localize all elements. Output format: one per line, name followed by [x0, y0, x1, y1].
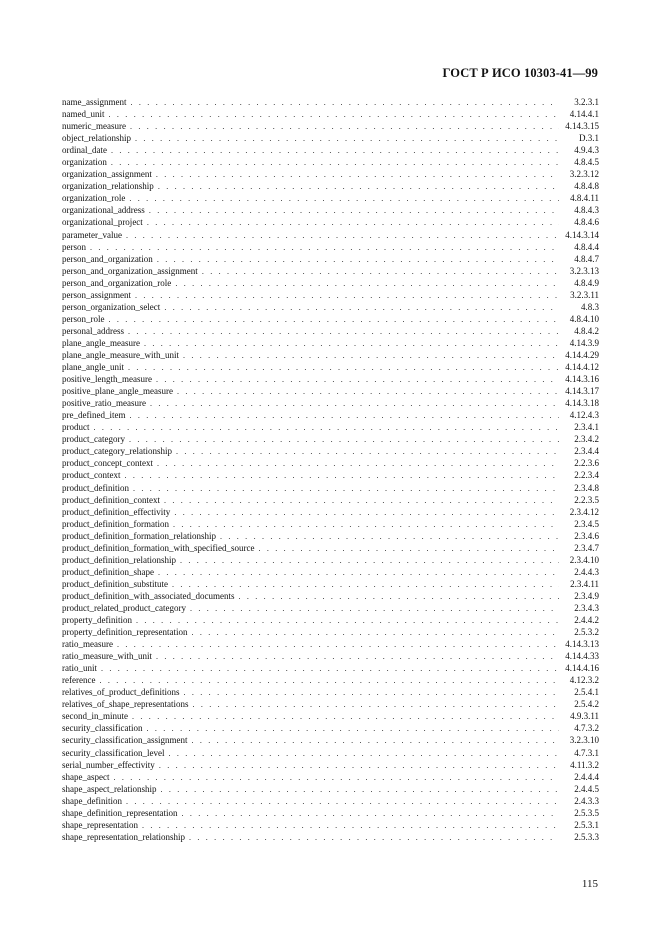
entry-reference: 4.8.4.10: [569, 313, 599, 324]
dot-leader: [238, 591, 559, 602]
entry-name: product_definition_shape: [62, 566, 154, 577]
dot-leader: [130, 121, 559, 132]
entry-reference: 4.14.3.13: [565, 639, 599, 650]
entry-name: person_and_organization_role: [62, 277, 172, 288]
entry-name: product_definition_formation: [62, 518, 169, 529]
index-entry: [62, 747, 599, 759]
entry-reference: 2.5.4.2: [574, 699, 599, 710]
entry-name: product_definition_with_associated_documents: [62, 590, 235, 601]
index-entry: [62, 578, 599, 590]
entry-name: reference: [62, 675, 96, 686]
entry-reference: 4.12.4.3: [569, 410, 599, 421]
entry-reference: 4.9.3.11: [570, 711, 599, 722]
entry-reference: 2.3.4.2: [574, 434, 599, 445]
entry-reference: 4.8.4.8: [574, 181, 599, 192]
entry-reference: 2.3.4.4: [574, 446, 599, 457]
index-entry: [62, 518, 599, 530]
dot-leader: [158, 181, 559, 192]
entry-reference: 3.2.3.11: [570, 289, 599, 300]
entry-name: product_definition_substitute: [62, 578, 168, 589]
index-entry: [62, 482, 599, 494]
index-entry: [62, 421, 599, 433]
entry-name: security_classification_level: [62, 747, 165, 758]
dot-leader: [124, 470, 559, 481]
index-entry: [62, 433, 599, 445]
entry-name: product_definition: [62, 482, 129, 493]
dot-leader: [173, 519, 559, 530]
dot-leader: [149, 205, 559, 216]
entry-reference: 2.4.4.5: [574, 783, 599, 794]
dot-leader: [176, 446, 559, 457]
entry-reference: 4.14.3.18: [565, 398, 599, 409]
entry-name: second_in_minute: [62, 711, 128, 722]
entry-name: positive_length_measure: [62, 374, 152, 385]
index-entry: [62, 469, 599, 481]
entry-name: product_concept_context: [62, 458, 153, 469]
index-entry: [62, 289, 599, 301]
entry-reference: 2.3.4.1: [574, 422, 599, 433]
entry-name: relatives_of_shape_representations: [62, 699, 189, 710]
entry-reference: 3.2.3.13: [569, 265, 599, 276]
index-entry: [62, 626, 599, 638]
dot-leader: [168, 748, 559, 759]
dot-leader: [135, 133, 559, 144]
dot-leader: [111, 145, 559, 156]
entry-reference: 4.12.3.2: [569, 675, 599, 686]
dot-leader: [157, 458, 559, 469]
dot-leader: [129, 193, 559, 204]
entry-reference: 2.3.4.10: [569, 554, 599, 565]
index-entry: [62, 108, 599, 120]
index-entry: [62, 156, 599, 168]
dot-leader: [99, 675, 559, 686]
index-entry: [62, 132, 599, 144]
entry-reference: 2.3.4.5: [574, 518, 599, 529]
index-entry: [62, 831, 599, 843]
index-entry: [62, 650, 599, 662]
dot-leader: [220, 531, 559, 542]
dot-leader: [132, 711, 559, 722]
dot-leader: [126, 230, 559, 241]
entry-reference: 4.8.4.9: [574, 277, 599, 288]
dot-leader: [128, 362, 559, 373]
dot-leader: [191, 735, 559, 746]
entry-name: organization_assignment: [62, 169, 152, 180]
index-entry: [62, 674, 599, 686]
dot-leader: [129, 410, 559, 421]
dot-leader: [109, 109, 560, 120]
dot-leader: [159, 760, 559, 771]
entry-reference: 4.14.3.9: [569, 337, 599, 348]
entry-name: shape_definition: [62, 795, 122, 806]
index-entry: [62, 337, 599, 349]
entry-reference: 4.14.4.12: [565, 362, 599, 373]
entry-name: ratio_measure_with_unit: [62, 651, 152, 662]
index-entry: [62, 168, 599, 180]
entry-reference: 4.14.4.16: [565, 663, 599, 674]
entry-name: serial_number_effectivity: [62, 759, 155, 770]
entry-name: ratio_unit: [62, 663, 97, 674]
entry-name: shape_aspect_relationship: [62, 783, 157, 794]
entry-reference: 4.11.3.2: [570, 759, 599, 770]
dot-leader: [164, 495, 559, 506]
entry-reference: 2.3.4.6: [574, 530, 599, 541]
entry-name: product_definition_context: [62, 494, 160, 505]
entry-name: organizational_address: [62, 205, 145, 216]
entry-reference: 2.4.4.4: [574, 771, 599, 782]
entry-name: product_context: [62, 470, 121, 481]
entry-reference: 2.3.4.7: [574, 542, 599, 553]
dot-leader: [135, 290, 559, 301]
entry-reference: 2.5.3.3: [574, 831, 599, 842]
entry-reference: 4.8.4.5: [574, 157, 599, 168]
index-list: [62, 96, 599, 843]
entry-name: organization: [62, 157, 107, 168]
entry-reference: 2.3.4.12: [569, 506, 599, 517]
entry-reference: 4.8.4.2: [574, 325, 599, 336]
dot-leader: [180, 555, 559, 566]
entry-name: product_definition_formation_with_specified_source: [62, 542, 255, 553]
entry-name: named_unit: [62, 109, 105, 120]
index-entry: [62, 180, 599, 192]
index-entry: [62, 373, 599, 385]
entry-reference: 2.5.4.1: [574, 687, 599, 698]
entry-reference: 4.14.3.17: [565, 386, 599, 397]
dot-leader: [158, 567, 559, 578]
entry-reference: 4.14.3.14: [565, 229, 599, 240]
entry-name: plane_angle_measure: [62, 337, 140, 348]
index-entry: [62, 566, 599, 578]
dot-leader: [181, 808, 559, 819]
index-entry: [62, 144, 599, 156]
index-entry: [62, 807, 599, 819]
dot-leader: [142, 820, 559, 831]
dot-leader: [144, 338, 559, 349]
entry-name: positive_plane_angle_measure: [62, 386, 173, 397]
entry-reference: 2.5.3.5: [574, 807, 599, 818]
dot-leader: [183, 350, 559, 361]
entry-reference: 4.7.3.2: [574, 723, 599, 734]
index-entry: [62, 301, 599, 313]
entry-name: numeric_measure: [62, 121, 126, 132]
entry-reference: 4.8.4.3: [574, 205, 599, 216]
entry-name: organizational_project: [62, 217, 143, 228]
index-entry: [62, 698, 599, 710]
dot-leader: [146, 723, 559, 734]
entry-reference: 4.14.3.15: [565, 121, 599, 132]
entry-name: person_and_organization: [62, 253, 153, 264]
index-entry: [62, 457, 599, 469]
index-entry: [62, 192, 599, 204]
index-entry: [62, 216, 599, 228]
entry-name: organization_role: [62, 193, 126, 204]
entry-reference: 4.14.4.33: [565, 651, 599, 662]
index-entry: [62, 120, 599, 132]
dot-leader: [129, 434, 559, 445]
dot-leader: [136, 615, 559, 626]
entry-name: person_organization_select: [62, 301, 161, 312]
entry-name: shape_aspect: [62, 771, 110, 782]
index-entry: [62, 819, 599, 831]
dot-leader: [156, 374, 559, 385]
dot-leader: [164, 302, 559, 313]
index-entry: [62, 638, 599, 650]
entry-name: plane_angle_measure_with_unit: [62, 349, 179, 360]
index-entry: [62, 734, 599, 746]
dot-leader: [192, 699, 559, 710]
dot-leader: [160, 784, 559, 795]
entry-name: product_category: [62, 434, 125, 445]
dot-leader: [190, 603, 559, 614]
dot-leader: [126, 796, 559, 807]
entry-reference: 2.3.4.11: [570, 578, 599, 589]
entry-name: shape_definition_representation: [62, 807, 178, 818]
dot-leader: [156, 169, 559, 180]
index-entry: [62, 554, 599, 566]
index-entry: [62, 277, 599, 289]
index-entry: [62, 96, 599, 108]
entry-name: person_assignment: [62, 289, 131, 300]
entry-reference: 2.2.3.6: [574, 458, 599, 469]
entry-name: pre_defined_item: [62, 410, 126, 421]
entry-name: plane_angle_unit: [62, 362, 124, 373]
entry-name: shape_representation_relationship: [62, 831, 185, 842]
dot-leader: [117, 639, 559, 650]
dot-leader: [191, 627, 559, 638]
entry-reference: 4.14.3.16: [565, 374, 599, 385]
index-entry: [62, 614, 599, 626]
dot-leader: [109, 314, 560, 325]
entry-name: property_definition: [62, 615, 132, 626]
index-entry: [62, 530, 599, 542]
entry-reference: 2.4.3.3: [574, 795, 599, 806]
index-entry: [62, 325, 599, 337]
entry-reference: 2.2.3.5: [574, 494, 599, 505]
entry-name: ratio_measure: [62, 639, 113, 650]
dot-leader: [128, 326, 559, 337]
dot-leader: [133, 483, 559, 494]
index-entry: [62, 241, 599, 253]
entry-name: shape_representation: [62, 819, 138, 830]
index-entry: [62, 795, 599, 807]
entry-reference: 4.8.4.6: [574, 217, 599, 228]
index-entry: [62, 710, 599, 722]
entry-name: product_category_relationship: [62, 446, 172, 457]
entry-name: product_definition_effectivity: [62, 506, 171, 517]
entry-name: name_assignment: [62, 97, 127, 107]
entry-reference: 4.7.3.1: [574, 747, 599, 758]
entry-name: person_role: [62, 313, 105, 324]
dot-leader: [150, 398, 559, 409]
entry-reference: 4.14.4.1: [569, 109, 599, 120]
entry-name: ordinal_date: [62, 145, 107, 156]
dot-leader: [202, 266, 559, 277]
index-entry: [62, 409, 599, 421]
entry-reference: 4.8.3: [581, 301, 599, 312]
index-entry: [62, 759, 599, 771]
index-entry: [62, 385, 599, 397]
dot-leader: [183, 687, 559, 698]
entry-name: organization_relationship: [62, 181, 154, 192]
index-entry: [62, 265, 599, 277]
dot-leader: [101, 663, 559, 674]
entry-name: security_classification_assignment: [62, 735, 188, 746]
entry-name: property_definition_representation: [62, 627, 188, 638]
dot-leader: [157, 254, 559, 265]
entry-reference: 3.2.3.12: [569, 169, 599, 180]
index-entry: [62, 783, 599, 795]
entry-name: personal_address: [62, 325, 124, 336]
index-entry: [62, 361, 599, 373]
entry-reference: 2.3.4.9: [574, 590, 599, 601]
entry-reference: 4.14.4.29: [565, 349, 599, 360]
entry-name: relatives_of_product_definitions: [62, 687, 180, 698]
entry-name: product_definition_relationship: [62, 554, 176, 565]
dot-leader: [156, 651, 559, 662]
entry-name: positive_ratio_measure: [62, 398, 146, 409]
dot-leader: [174, 507, 559, 518]
entry-reference: 2.3.4.3: [574, 602, 599, 613]
index-entry: [62, 506, 599, 518]
entry-name: object_relationship: [62, 133, 131, 144]
dot-leader: [90, 242, 559, 253]
dot-leader: [258, 543, 559, 554]
entry-name: product_related_product_category: [62, 602, 186, 613]
index-entry: [62, 771, 599, 783]
index-entry: [62, 494, 599, 506]
page-number: 115: [581, 878, 598, 890]
document-header: ГОСТ Р ИСО 10303-41—99: [442, 66, 598, 80]
index-entry: [62, 229, 599, 241]
entry-reference: 3.2.3.1: [574, 97, 599, 107]
dot-leader: [131, 97, 560, 108]
dot-leader: [113, 772, 559, 783]
index-entry: [62, 542, 599, 554]
index-entry: [62, 686, 599, 698]
dot-leader: [175, 278, 559, 289]
dot-leader: [172, 579, 559, 590]
index-entry: [62, 445, 599, 457]
index-entry: [62, 602, 599, 614]
entry-name: security_classification: [62, 723, 143, 734]
entry-name: product_definition_formation_relationship: [62, 530, 216, 541]
entry-name: person: [62, 241, 86, 252]
entry-reference: 2.5.3.2: [574, 627, 599, 638]
index-entry: [62, 722, 599, 734]
index-entry: [62, 204, 599, 216]
entry-reference: 2.5.3.1: [574, 819, 599, 830]
entry-reference: D.3.1: [579, 133, 599, 144]
entry-reference: 2.3.4.8: [574, 482, 599, 493]
dot-leader: [94, 422, 560, 433]
index-entry: [62, 590, 599, 602]
index-entry: [62, 313, 599, 325]
dot-leader: [177, 386, 559, 397]
entry-name: person_and_organization_assignment: [62, 265, 198, 276]
dot-leader: [111, 157, 559, 168]
entry-reference: 3.2.3.10: [569, 735, 599, 746]
entry-reference: 4.9.4.3: [574, 145, 599, 156]
entry-name: parameter_value: [62, 229, 122, 240]
entry-reference: 2.4.4.2: [574, 615, 599, 626]
entry-reference: 2.2.3.4: [574, 470, 599, 481]
entry-reference: 4.8.4.11: [570, 193, 599, 204]
entry-reference: 4.8.4.7: [574, 253, 599, 264]
index-entry: [62, 397, 599, 409]
entry-name: product: [62, 422, 90, 433]
dot-leader: [147, 217, 559, 228]
index-entry: [62, 662, 599, 674]
entry-reference: 2.4.4.3: [574, 566, 599, 577]
index-entry: [62, 349, 599, 361]
entry-reference: 4.8.4.4: [574, 241, 599, 252]
dot-leader: [189, 832, 559, 843]
index-entry: [62, 253, 599, 265]
